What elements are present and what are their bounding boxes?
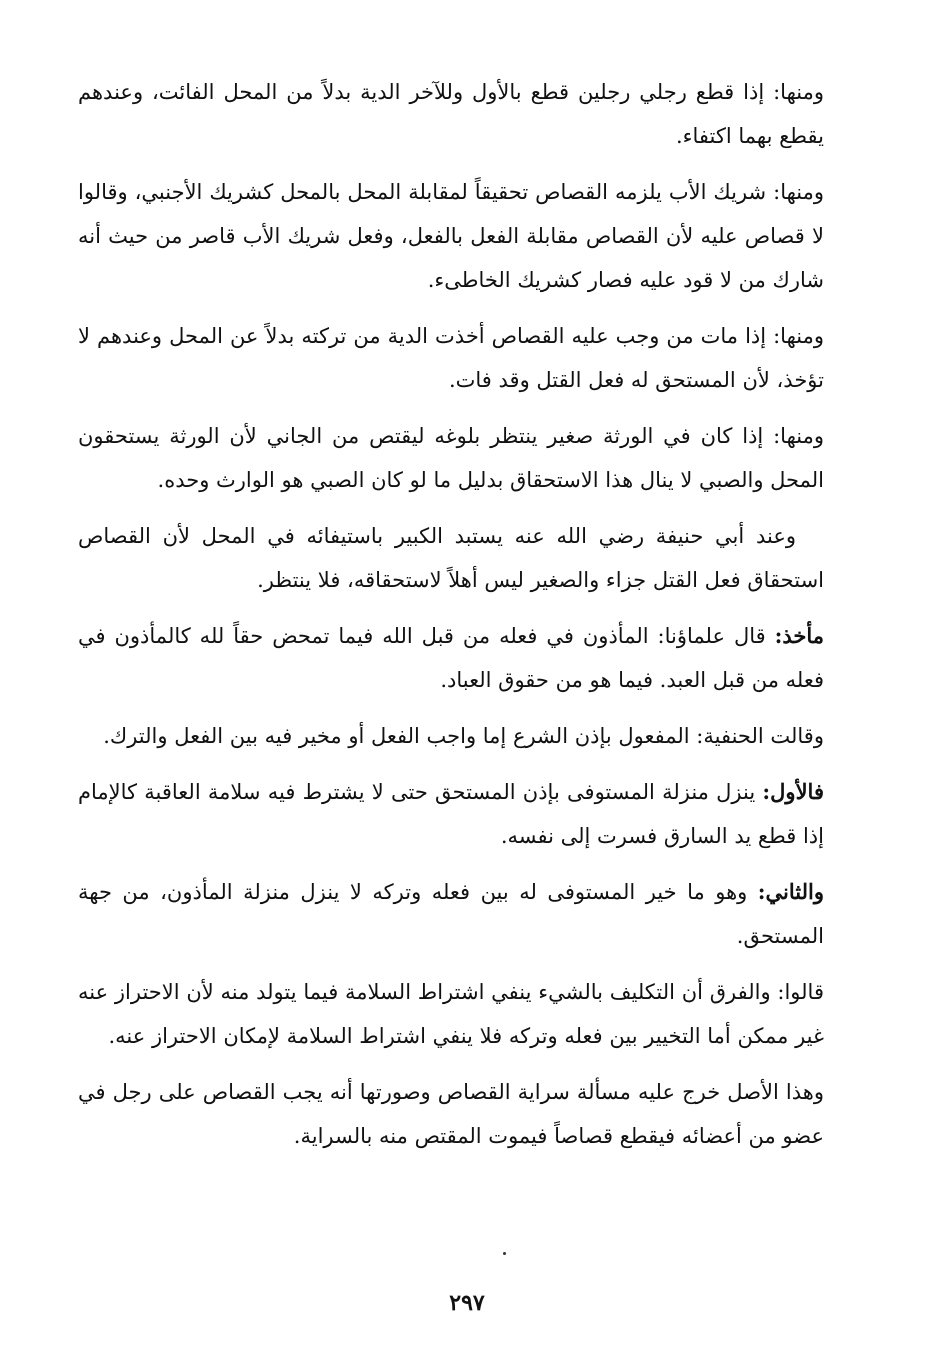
- paragraph-5: [78, 514, 824, 602]
- paragraph-text: ومنها: شريك الأب يلزمه القصاص تحقيقاً لمقابلة المحل بالمحل كشريك الأجنبي، وقالوا لا قصاص عليه لأن القصاص مقابلة الفعل بالفعل، وفعل شريك الأب قاصر من حيث أنه شارك من لا قود عليه فصار كشريك الخاطىء.: [78, 180, 824, 292]
- paragraph-text: وهو ما خير المستوفى له بين فعله وتركه لا ينزل منزلة المأذون، من جهة المستحق.: [78, 880, 824, 948]
- paragraph-text: وقالت الحنفية: المفعول بإذن الشرع إما واجب الفعل أو مخير فيه بين الفعل والترك.: [103, 724, 824, 748]
- paragraph-text: ينزل منزلة المستوفى بإذن المستحق حتى لا يشترط فيه سلامة العاقبة كالإمام إذا قطع يد السارق فسرت إلى نفسه.: [78, 780, 824, 848]
- paragraph-10: [78, 970, 824, 1058]
- paragraph-lead: والثاني:: [757, 879, 824, 904]
- paragraph-text: قال علماؤنا: المأذون في فعله من قبل الله فيما تمحض حقاً لله كالمأذون في فعله من قبل العبد. فيما هو من حقوق العباد.: [78, 624, 824, 692]
- paragraph-8: [78, 770, 824, 858]
- page-number: ٢٩٧: [449, 1290, 485, 1316]
- paragraph-7: [78, 714, 824, 758]
- paragraph-text: قالوا: والفرق أن التكليف بالشيء ينفي اشتراط السلامة فيما يتولد منه لأن الاحتراز عنه غير ممكن أما التخيير بين فعله وتركه فلا ينفي اشتراط السلامة لإمكان الاحتراز عنه.: [78, 980, 824, 1048]
- paragraph-6: [78, 614, 824, 702]
- paragraph-3: [78, 314, 824, 402]
- scan-speck: [503, 1252, 506, 1255]
- paragraph-4: [78, 414, 824, 502]
- page-body: [78, 70, 824, 1170]
- paragraph-lead: فالأول:: [762, 779, 824, 804]
- paragraph-9: [78, 870, 824, 958]
- paragraph-1: [78, 70, 824, 158]
- paragraph-11: [78, 1070, 824, 1158]
- paragraph-text: وعند أبي حنيفة رضي الله عنه يستبد الكبير باستيفائه في المحل لأن القصاص استحقاق فعل القتل جزاء والصغير ليس أهلاً لاستحقاقه، فلا ينتظر.: [78, 524, 824, 592]
- paragraph-text: ومنها: إذا مات من وجب عليه القصاص أخذت الدية من تركته بدلاً عن المحل وعندهم لا تؤخذ، لأن المستحق له فعل القتل وقد فات.: [78, 324, 824, 392]
- paragraph-text: وهذا الأصل خرج عليه مسألة سراية القصاص وصورتها أنه يجب القصاص على رجل في عضو من أعضائه فيقطع قصاصاً فيموت المقتص منه بالسراية.: [78, 1080, 824, 1148]
- paragraph-lead: مأخذ:: [774, 623, 824, 648]
- paragraph-2: [78, 170, 824, 302]
- paragraph-text: ومنها: إذا كان في الورثة صغير ينتظر بلوغه ليقتص من الجاني لأن الورثة يستحقون المحل والصبي لا ينال هذا الاستحقاق بدليل ما لو كان الصبي هو الوارث وحده.: [78, 424, 824, 492]
- paragraph-text: ومنها: إذا قطع رجلي رجلين قطع بالأول وللآخر الدية بدلاً من المحل الفائت، وعندهم يقطع بهما اكتفاء.: [78, 80, 824, 148]
